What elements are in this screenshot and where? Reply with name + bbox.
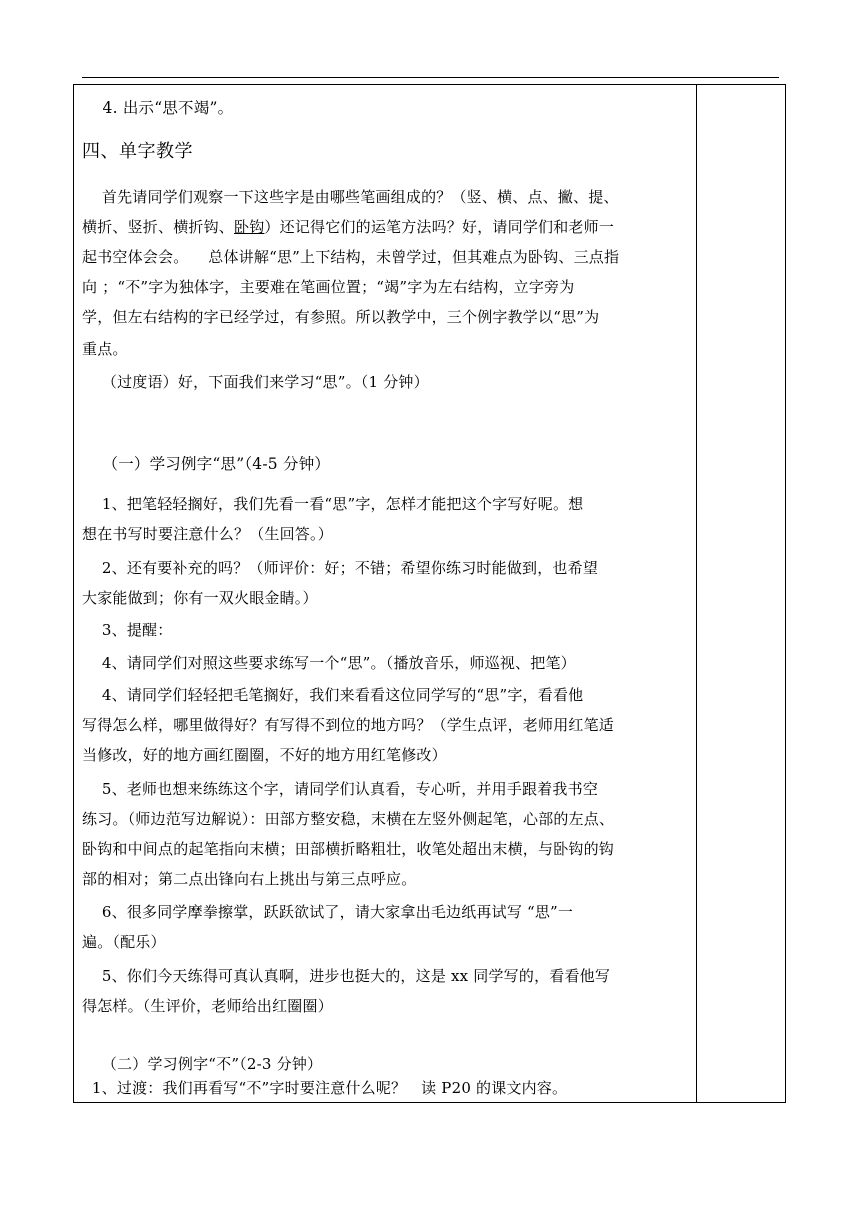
text-line: 向 ；“不”字为独体字，主要难在笔画位置；“竭”字为左右结构，立字旁为 [82,278,575,296]
column-divider [696,84,697,1103]
text-span: ）还记得它们的运笔方法吗？好，请同学们和老师一 [264,218,615,236]
section-heading: 四、单字教学 [82,141,193,162]
text-line: 大家能做到；你有一双火眼金睛。） [82,589,318,607]
text-line: 遍。（配乐） [82,933,166,951]
text-line: 4. 出示“思不竭”。 [82,99,234,117]
text-line: 1、过渡：我们再看写“不”字时要注意什么呢？ 读 P20 的课文内容。 [82,1079,568,1097]
text-line: 3、提醒： [82,621,173,639]
subsection-heading: （二）学习例字“不”（2-3 分钟） [82,1055,323,1073]
text-line: （过度语）好，下面我们来学习“思”。（1 分钟） [82,373,429,391]
text-line: 6、很多同学摩拳擦掌，跃跃欲试了，请大家拿出毛边纸再试写 “思”一 [82,903,574,921]
text-line: 重点。 [82,340,128,358]
text-line: 2、还有要补充的吗？（师评价：好；不错；希望你练习时能做到，也希望 [82,559,599,577]
text-line: 想在书写时要注意什么？（生回答。） [82,525,333,543]
text-line: 得怎样。（生评价，老师给出红圈圈） [82,997,333,1015]
text-line: 5、你们今天练得可真认真啊，进步也挺大的，这是 xx 同学写的，看看他写 [82,967,611,985]
text-line: 起书空体会会。 总体讲解“思”上下结构，未曾学过，但其难点为卧钩、三点指 [82,248,620,266]
text-line: 5、老师也想来练练这个字，请同学们认真看，专心听，并用手跟着我书空 [82,780,599,798]
text-line: 练习。（师边范写边解说）：田部方整安稳，末横在左竖外侧起笔，心部的左点、 [82,810,615,828]
text-line: 1、把笔轻轻搁好，我们先看一看“思”字，怎样才能把这个字写好呢。想 [82,495,584,513]
text-line: 部的相对；第二点出锋向右上挑出与第三点呼应。 [82,870,417,888]
subsection-heading: （一）学习例字“思”（4-5 分钟） [82,455,331,473]
header-rule [82,77,779,78]
text-line: 首先请同学们观察一下这些字是由哪些笔画组成的？（竖、横、点、撇、提、 [82,188,619,206]
text-line: 当修改，好的地方画红圈圈，不好的地方用红笔修改） [82,746,447,764]
text-line: 卧钩和中间点的起笔指向末横；田部横折略粗壮，收笔处超出末横，与卧钩的钩 [82,840,615,858]
underlined-term: 卧钩 [234,218,265,236]
text-line: 写得怎么样，哪里做得好？有写得不到位的地方吗？（学生点评，老师用红笔适 [82,716,615,734]
text-span: 横折、竖折、横折钩、 [82,218,235,236]
text-line: 4、请同学们轻轻把毛笔搁好，我们来看看这位同学写的“思”字，看看他 [82,686,584,704]
text-line: 4、请同学们对照这些要求练写一个“思”。（播放音乐，师巡视、把笔） [82,654,576,672]
text-line [82,217,614,237]
text-line: 学，但左右结构的字已经学过，有参照。所以教学中，三个例字教学以“思”为 [82,308,600,326]
